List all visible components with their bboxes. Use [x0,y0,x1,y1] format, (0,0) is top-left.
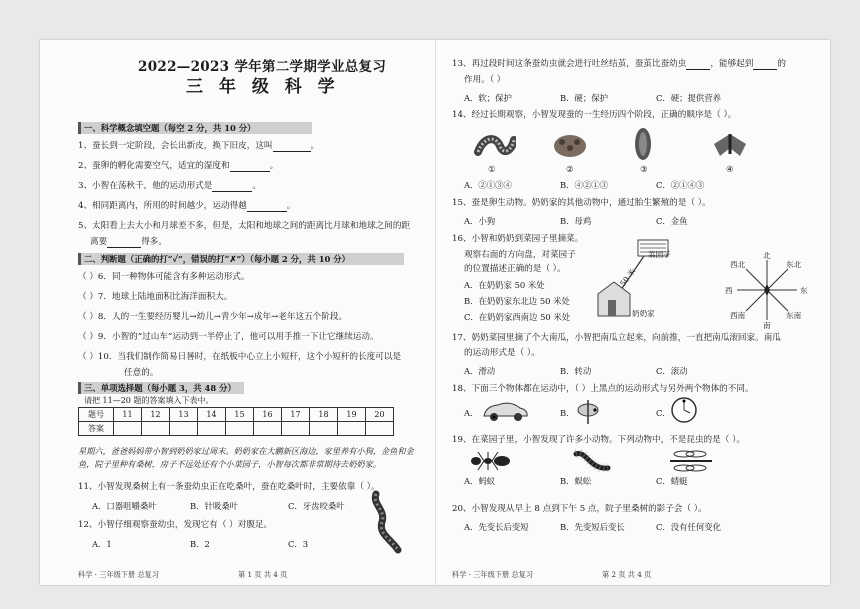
answer-cell[interactable] [310,422,338,436]
q13-option-c[interactable]: C．硬；提供营养 [656,93,722,103]
table-cell: 题号 [79,408,114,422]
question-17-cont: 的运动形式是（ ）。 [464,348,540,358]
answer-cell[interactable] [226,422,254,436]
q12-option-c[interactable]: C．3 [288,539,309,549]
table-cell: 答案 [79,422,114,436]
q12-option-b[interactable]: B．2 [190,539,210,549]
question-14: 14、经过长期观察，小智发现蚕的一生经历四个阶段，正确的顺序是（ ）。 [452,110,737,120]
q19-option-a[interactable]: A．蚂蚁 [464,476,496,486]
subject-title: 三 年 级 科 学 [186,77,340,97]
q18-option-b[interactable]: B. [560,408,569,418]
compass-east: 东 [800,286,808,295]
question-5: 5、太阳看上去大小和月球差不多，但是，太阳和地球之间的距离比月球和地球之间的距 [78,221,411,231]
table-cell: 12 [142,408,170,422]
pupa-icon [632,126,654,162]
compass-north: 北 [763,251,771,260]
table-cell: 19 [338,408,366,422]
dragonfly-icon [666,448,716,474]
table-row [79,422,394,436]
q16-option-c[interactable]: C．在奶奶家西南边 50 米处 [464,312,571,322]
table-cell: 18 [310,408,338,422]
q16-option-b[interactable]: B．在奶奶家东北边 50 米处 [464,296,570,306]
answer-cell[interactable] [198,422,226,436]
answer-cell[interactable] [282,422,310,436]
q12-option-a[interactable]: A．1 [92,539,112,549]
q19-option-b[interactable]: B．蜈蚣 [560,476,592,486]
question-11: 11、小智发现桑树上有一条蚕幼虫正在吃桑叶，蚕在吃桑叶时，主要依靠（ ）。 [78,482,380,492]
eggs-icon [550,130,590,160]
q20-option-c[interactable]: C．没有任何变化 [656,522,722,532]
stage-mark-4: ④ [726,164,734,174]
compass-southeast: 东南 [786,311,802,320]
q17-option-a[interactable]: A．滑动 [464,366,496,376]
answer-cell[interactable] [338,422,366,436]
larva-icon [474,130,516,160]
question-12: 12、小智仔细观察蚕幼虫，发现它有（ ）对腹足。 [78,520,273,530]
question-18: 18、下面三个物体都在运动中，（ ）上黑点的运动形式与另外两个物体的不同。 [452,384,754,394]
footer-book-left: 科学 · 三年级下册 总复习 [78,570,160,579]
question-16-line3: 的位置描述正确的是（ ）。 [464,264,566,274]
q15-option-b[interactable]: B．母鸡 [560,216,592,226]
compass-northeast: 东北 [786,260,802,269]
section-1-header: 一、科学概念填空题（每空 2 分，共 10 分） [78,122,312,134]
judge-9[interactable]: （ ）9．小智的“过山车”运动到一半停止了，他可以用手推一下让它继续运动。 [78,332,379,342]
footer-page-left: 第 1 页 共 4 页 [238,570,288,579]
moth-icon [710,128,750,160]
q15-option-c[interactable]: C．金鱼 [656,216,688,226]
exam-sheet [40,40,830,585]
story-paragraph: 星期六，爸爸妈妈带小智到奶奶家过周末。奶奶家在大鹏新区海边，家里养有小狗，金鱼和金鱼，院子里种有桑树，房子不远处还有个小菜园子，小智每次都非常期待去奶奶家。 [78,446,414,469]
q17-option-b[interactable]: B．转动 [560,366,592,376]
question-2: 2、蚕卵的孵化需要空气，适宜的湿度和 。 [78,161,279,171]
answer-blank[interactable] [753,60,777,70]
answer-blank[interactable] [107,238,141,248]
judge-6[interactable]: （ ）6．同一种物体可能含有多种运动形式。 [78,272,250,282]
section-2-header: 二、判断题（正确的打“✓”，错误的打“✗”）（每小题 2 分，共 10 分） [78,253,404,265]
q18-option-c[interactable]: C. [656,408,665,418]
q11-option-a[interactable]: A．口器咀嚼桑叶 [92,501,157,511]
answer-cell[interactable] [366,422,394,436]
compass-northwest: 西北 [730,260,746,269]
home-label: 奶奶家 [632,309,655,318]
question-16-line2: 观察右面的方向盘，对菜园子 [464,250,576,260]
clock-icon [670,396,698,424]
q20-option-b[interactable]: B．先变短后变长 [560,522,625,532]
table-cell: 16 [254,408,282,422]
footer-book-right: 科学 · 三年级下册 总复习 [452,570,534,579]
q14-option-a[interactable]: A．②①③④ [464,180,512,190]
distance-label: 50 米 [618,266,638,289]
stage-mark-2: ② [566,164,574,174]
answer-blank[interactable] [247,202,287,212]
table-cell: 17 [282,408,310,422]
q13-option-a[interactable]: A．软；保护 [464,93,512,103]
page-divider [435,40,436,585]
q17-option-c[interactable]: C．滚动 [656,366,688,376]
judge-8[interactable]: （ ）8．人的一生要经历婴儿→幼儿→青少年→成年→老年这五个阶段。 [78,312,348,322]
garden-label: 菜园子 [648,250,671,259]
q14-option-b[interactable]: B．④②①③ [560,180,609,190]
answer-blank[interactable] [212,182,252,192]
answer-blank[interactable] [686,60,710,70]
judge-7[interactable]: （ ）7．地球上陆地面积比海洋面积大。 [78,292,233,302]
judge-10[interactable]: （ ）10．当我们制作简易日晷时，在纸板中心立上小短杆，这个小短杆的长度可以是 [78,352,402,362]
right-page [452,40,812,585]
answer-blank[interactable] [273,142,311,152]
stage-mark-1: ① [488,164,496,174]
question-16: 16、小智和奶奶到菜园子里摘菜。 [452,234,584,244]
q20-option-a[interactable]: A．先变长后变短 [464,522,529,532]
question-13: 13、再过段时间这条蚕幼虫就会进行吐丝结茧，蚕茧比蚕幼虫 ，能够起到 的 [452,59,786,69]
q18-option-a[interactable]: A. [464,408,473,418]
section-3-header: 三、单项选择题（每小题 3，共 48 分） [78,382,244,394]
q11-option-b[interactable]: B．针吸桑叶 [190,501,239,511]
answer-cell[interactable] [142,422,170,436]
question-4: 4、相同距离内，所用的时间越少，运动得越 。 [78,201,296,211]
compass-south: 南 [763,321,771,330]
car-icon [480,398,530,424]
stage-mark-3: ③ [640,164,648,174]
question-13-cont: 作用。（ ） [464,75,506,85]
q14-option-c[interactable]: C．②①④③ [656,180,705,190]
q19-option-c[interactable]: C．蜻蜓 [656,476,688,486]
judge-10-cont: 任意的。 [124,368,159,378]
answer-table-note: 请把 11—20 题的答案填入下表中。 [84,396,214,405]
compass-west: 西 [725,286,733,295]
table-cell: 15 [226,408,254,422]
q11-option-c[interactable]: C．牙齿咬桑叶 [288,501,345,511]
question-20: 20、小智发现从早上 8 点到下午 5 点，院子里桑树的影子会（ ）。 [452,504,707,514]
compass-southwest: 西南 [730,311,746,320]
centipede-icon [572,448,612,472]
q16-option-a[interactable]: A．在奶奶家 50 米处 [464,280,545,290]
left-page [78,40,418,585]
q13-option-b[interactable]: B．硬；保护 [560,93,609,103]
q15-option-a[interactable]: A．小狗 [464,216,496,226]
answer-table [78,407,394,436]
answer-cell[interactable] [170,422,198,436]
question-3: 3、小智在荡秋千，他的运动形式是 。 [78,181,261,191]
answer-blank[interactable] [230,162,270,172]
question-19: 19、在菜园子里，小智发现了许多小动物。下列动物中，不是昆虫的是（ ）。 [452,435,745,445]
table-cell: 13 [170,408,198,422]
exam-title: 2022—2023 学年第二学期学业总复习 [138,59,387,75]
table-cell: 11 [114,408,142,422]
compass-rose [722,250,812,330]
ant-icon [466,450,522,472]
table-cell: 14 [198,408,226,422]
table-row [79,408,394,422]
answer-cell[interactable] [254,422,282,436]
footer-page-right: 第 2 页 共 4 页 [602,570,652,579]
question-15: 15、蚕是卵生动物。奶奶家的其他动物中，通过胎生繁殖的是（ ）。 [452,198,711,208]
question-1: 1、蚕长到一定阶段，会长出新皮，换下旧皮，这叫 。 [78,141,320,151]
table-cell: 20 [366,408,394,422]
question-17: 17、奶奶菜园里摘了个大南瓜，小智把南瓜立起来，向前推，一直把南瓜滚回家。南瓜 [452,333,781,343]
spinning-top-icon [576,398,600,426]
question-5-cont: 离要 得多。 [90,237,167,247]
answer-cell[interactable] [114,422,142,436]
silkworm-illustration [368,488,408,556]
